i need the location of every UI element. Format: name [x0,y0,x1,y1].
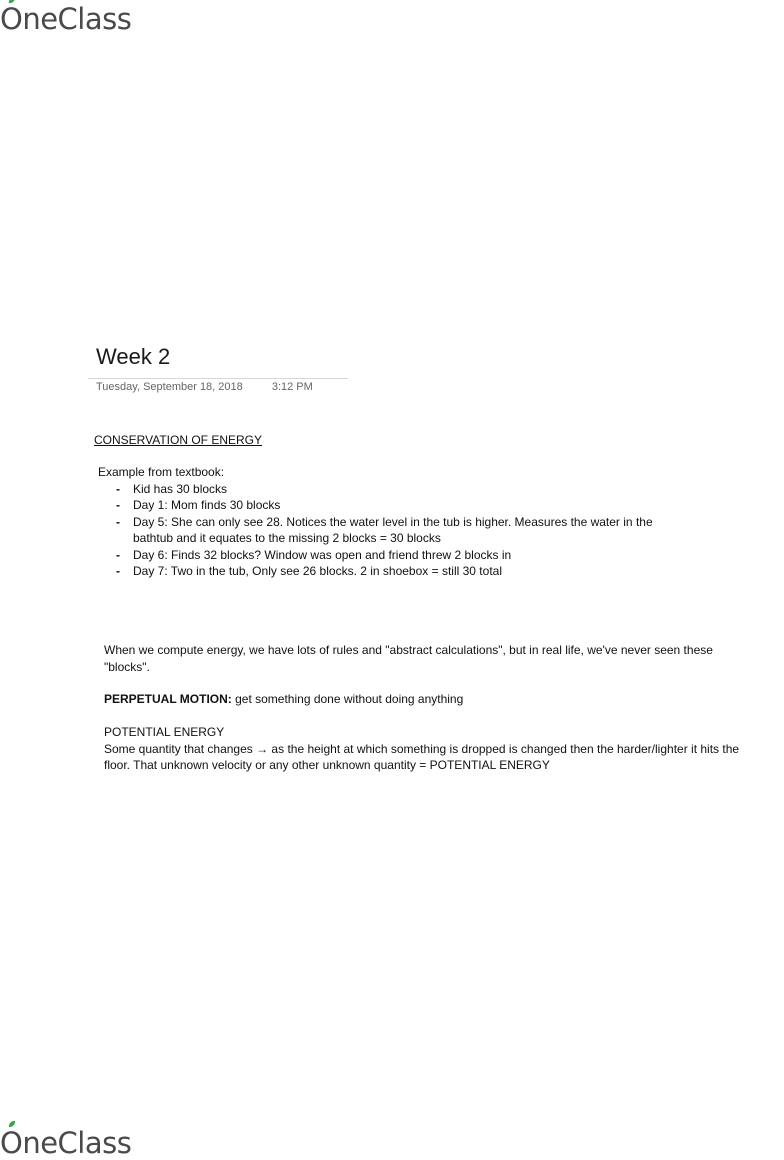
perpetual-text: get something done without doing anything [231,692,464,706]
logo-text: neClass [22,1126,132,1160]
example-list [98,481,658,580]
example-block [98,464,658,580]
list-item: - Kid has 30 blocks [116,481,658,498]
list-item: - Day 1: Mom finds 30 blocks [116,497,658,514]
logo-text: neClass [22,2,132,36]
perpetual-label: PERPETUAL MOTION: [104,692,232,706]
potential-text: Some quantity that changes → as the height at which something is dropped is changed then the harder/lighter it hits the floor. That unknown velocity or any other unknown quantity = POTENTIAL ENERGY [104,741,740,772]
potential-heading: POTENTIAL ENERGY [104,725,225,739]
leaf-icon [8,0,16,4]
page-title: Week 2 [96,344,171,369]
list-item: - Day 6: Finds 32 blocks? Window was open and friend threw 2 blocks in [116,547,658,564]
example-intro: Example from textbook: [98,465,225,479]
potential-section [104,724,754,774]
oneclass-logo-bottom [0,1124,131,1160]
leaf-icon [8,1120,16,1128]
list-item: - Day 7: Two in the tub, Only see 26 blocks. 2 in shoebox = still 30 total [116,563,658,580]
section-heading: CONSERVATION OF ENERGY [94,433,263,447]
page-date: Tuesday, September 18, 2018 [96,381,243,393]
logo-o: O [0,1126,22,1160]
page-meta [96,381,313,393]
oneclass-logo-top [0,0,131,36]
list-item: - Day 5: She can only see 28. Notices the water level in the tub is higher. Measures the water in the bathtub and it equates to the missing 2 blocks = 30 blocks [116,514,658,547]
title-divider [88,378,348,379]
logo-o: O [0,2,22,36]
perpetual-paragraph [104,691,754,708]
page-time: 3:12 PM [271,381,313,393]
compute-paragraph: When we compute energy, we have lots of rules and "abstract calculations", but in real life, we've never seen these "blocks". [104,643,713,674]
